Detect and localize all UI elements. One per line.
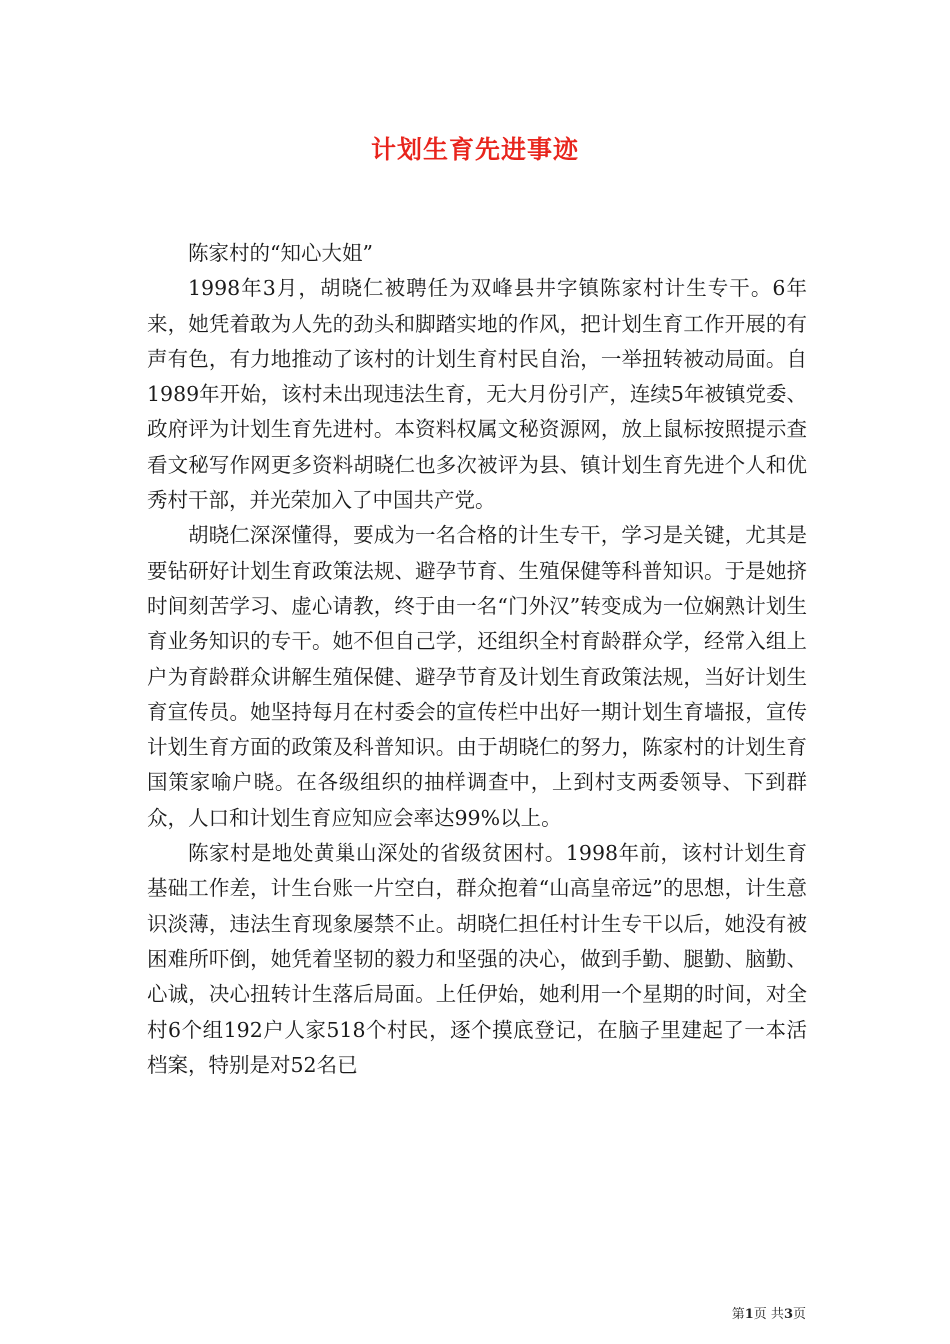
paragraph-3: 陈家村是地处黄巢山深处的省级贫困村。1998年前，该村计划生育基础工作差，计生台账一片空白，群众抱着“山高皇帝远”的思想，计生意识淡薄，违法生育现象屡禁不止。胡晓仁担任村计生专干以后，她没有被困难所吓倒，她凭着坚韧的毅力和坚强的决心，做到手勤、腿勤、脑勤、心诚，决心扭转计生落后局面。上任伊始，她利用一个星期的时间，对全村6个组192户人家518个村民，逐个摸底登记，在脑子里建起了一本活档案，特别是对52名已 — [147, 841, 807, 1077]
document-body — [147, 236, 807, 1083]
paragraph-1: 1998年3月，胡晓仁被聘任为双峰县井字镇陈家村计生专干。6年来，她凭着敢为人先的劲头和脚踏实地的作风，把计划生育工作开展的有声有色，有力地推动了该村的计划生育村民自治，一举扭转被动局面。自1989年开始，该村未出现违法生育，无大月份引产，连续5年被镇党委、政府评为计划生育先进村。本资料权属文秘资源网，放上鼠标按照提示查看文秘写作网更多资料胡晓仁也多次被评为县、镇计划生育先进个人和优秀村干部，并光荣加入了中国共产党。 — [147, 276, 807, 513]
footer-suffix: 页 — [792, 1307, 806, 1322]
section-subtitle: 陈家村的“知心大姐” — [188, 241, 373, 265]
page-footer — [732, 1306, 806, 1324]
footer-middle: 页 共 — [753, 1307, 784, 1322]
footer-page-number: 1 — [744, 1307, 754, 1322]
footer-total-pages: 3 — [783, 1307, 793, 1322]
document-title: 计划生育先进事迹 — [370, 135, 579, 164]
paragraph-2: 胡晓仁深深懂得，要成为一名合格的计生专干，学习是关键，尤其是要钻研好计划生育政策法规、避孕节育、生殖保健等科普知识。于是她挤时间刻苦学习、虚心请教，终于由一名“门外汉”转变成为一位娴熟计划生育业务知识的专干。她不但自己学，还组织全村育龄群众学，经常入组上户为育龄群众讲解生殖保健、避孕节育及计划生育政策法规，当好计划生育宣传员。她坚持每月在村委会的宣传栏中出好一期计划生育墙报，宣传计划生育方面的政策及科普知识。由于胡晓仁的努力，陈家村的计划生育国策家喻户晓。在各级组织的抽样调查中，上到村支两委领导、下到群众，人口和计划生育应知应会率达99%以上。 — [147, 523, 807, 830]
footer-prefix: 第 — [731, 1307, 745, 1322]
